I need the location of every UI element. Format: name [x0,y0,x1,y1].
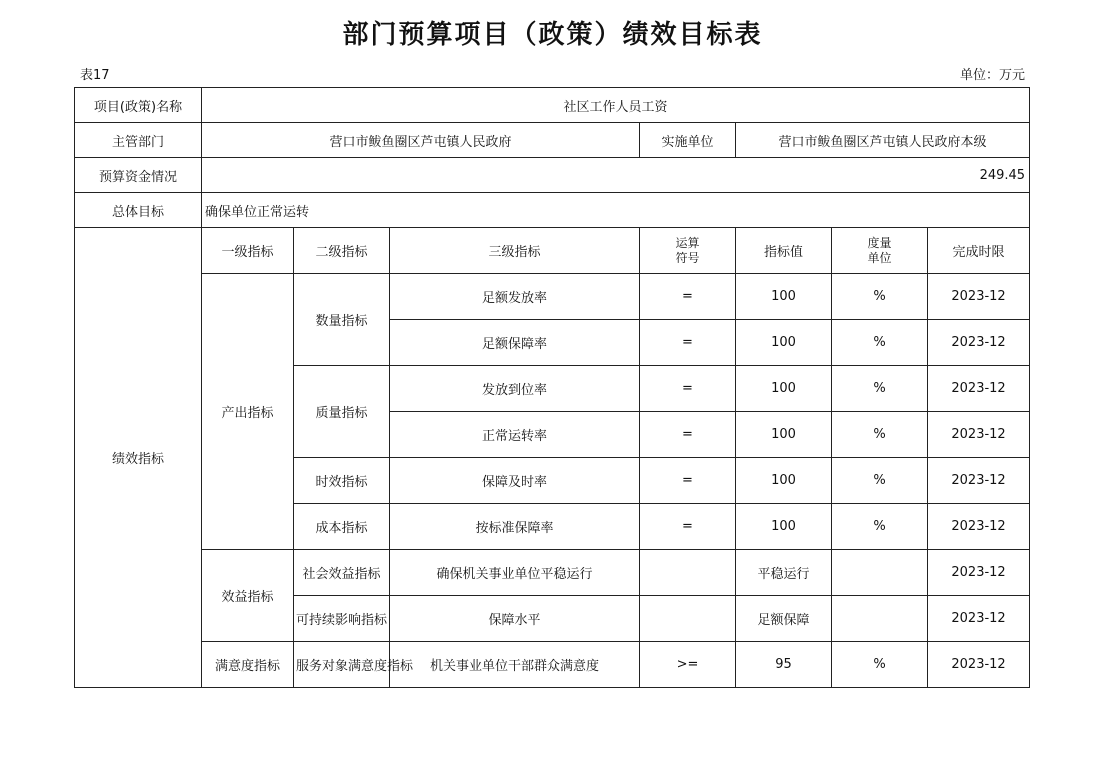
level3-cell: 确保机关事业单位平稳运行 [390,550,640,596]
output-indicator-label: 产出指标 [202,274,294,550]
project-name-row [75,88,1030,123]
level3-cell: 保障及时率 [390,458,640,504]
goal-label: 总体目标 [75,193,202,228]
level3-cell: 足额保障率 [390,320,640,366]
table-row [75,642,1030,688]
goal-row [75,193,1030,228]
deadline-cell: 2023-12 [928,366,1030,412]
level3-cell: 按标准保障率 [390,504,640,550]
unit-cell: % [832,320,928,366]
operator-cell: = [640,274,736,320]
operator-cell: = [640,412,736,458]
benefit-indicator-label: 效益指标 [202,550,294,642]
operator-cell: = [640,504,736,550]
header-unit [832,228,928,274]
unit-cell: % [832,412,928,458]
header-level1: 一级指标 [202,228,294,274]
page-title: 部门预算项目（政策）绩效目标表 [342,20,763,50]
value-cell: 100 [736,458,832,504]
unit-cell: % [832,366,928,412]
budget-label: 预算资金情况 [75,158,202,193]
header-unit-line1: 度量 [867,235,892,250]
department-row [75,123,1030,158]
implementing-unit-value: 营口市鲅鱼圈区芦屯镇人民政府本级 [736,123,1030,158]
goal-value: 确保单位正常运转 [202,193,1030,228]
unit-cell [832,596,928,642]
deadline-cell: 2023-12 [928,274,1030,320]
deadline-cell: 2023-12 [928,642,1030,688]
table-row [75,550,1030,596]
deadline-cell: 2023-12 [928,320,1030,366]
table-row [75,274,1030,320]
header-unit-line2: 单位 [867,250,892,265]
sustainable-impact-label: 可持续影响指标 [294,596,390,642]
value-cell: 100 [736,504,832,550]
implementing-unit-label: 实施单位 [640,123,736,158]
header-value: 指标值 [736,228,832,274]
value-cell: 95 [736,642,832,688]
value-cell: 足额保障 [736,596,832,642]
header-level3: 三级指标 [390,228,640,274]
unit-label: 单位：万元 [959,68,1025,83]
level3-cell: 足额发放率 [390,274,640,320]
header-level2: 二级指标 [294,228,390,274]
value-cell: 平稳运行 [736,550,832,596]
header-operator [640,228,736,274]
value-cell: 100 [736,274,832,320]
satisfaction-indicator-label: 满意度指标 [202,642,294,688]
deadline-cell: 2023-12 [928,458,1030,504]
header-deadline: 完成时限 [928,228,1030,274]
budget-value: 249.45 [202,158,1030,193]
unit-cell: % [832,274,928,320]
level3-cell: 正常运转率 [390,412,640,458]
table-number: 表17 [80,68,110,83]
deadline-cell: 2023-12 [928,412,1030,458]
unit-cell [832,550,928,596]
level3-cell: 机关事业单位干部群众满意度 [390,642,640,688]
service-satisfaction-label: 服务对象满意度指标 [294,642,390,688]
operator-cell [640,550,736,596]
operator-cell: = [640,320,736,366]
level3-cell: 保障水平 [390,596,640,642]
value-cell: 100 [736,366,832,412]
timeliness-indicator-label: 时效指标 [294,458,390,504]
unit-cell: % [832,504,928,550]
deadline-cell: 2023-12 [928,550,1030,596]
department-value: 营口市鲅鱼圈区芦屯镇人民政府 [202,123,640,158]
quantity-indicator-label: 数量指标 [294,274,390,366]
performance-target-table [74,87,1030,688]
cost-indicator-label: 成本指标 [294,504,390,550]
value-cell: 100 [736,320,832,366]
header-operator-line2: 符号 [675,250,700,265]
operator-cell: >= [640,642,736,688]
header-operator-line1: 运算 [675,235,700,250]
level3-cell: 发放到位率 [390,366,640,412]
value-cell: 100 [736,412,832,458]
operator-cell: = [640,366,736,412]
social-benefit-label: 社会效益指标 [294,550,390,596]
indicator-header-row [75,228,1030,274]
budget-row [75,158,1030,193]
deadline-cell: 2023-12 [928,596,1030,642]
unit-cell: % [832,642,928,688]
unit-cell: % [832,458,928,504]
department-label: 主管部门 [75,123,202,158]
performance-indicators-label: 绩效指标 [75,228,202,688]
project-name-label: 项目(政策)名称 [75,88,202,123]
quality-indicator-label: 质量指标 [294,366,390,458]
operator-cell [640,596,736,642]
project-name-value: 社区工作人员工资 [202,88,1030,123]
deadline-cell: 2023-12 [928,504,1030,550]
operator-cell: = [640,458,736,504]
